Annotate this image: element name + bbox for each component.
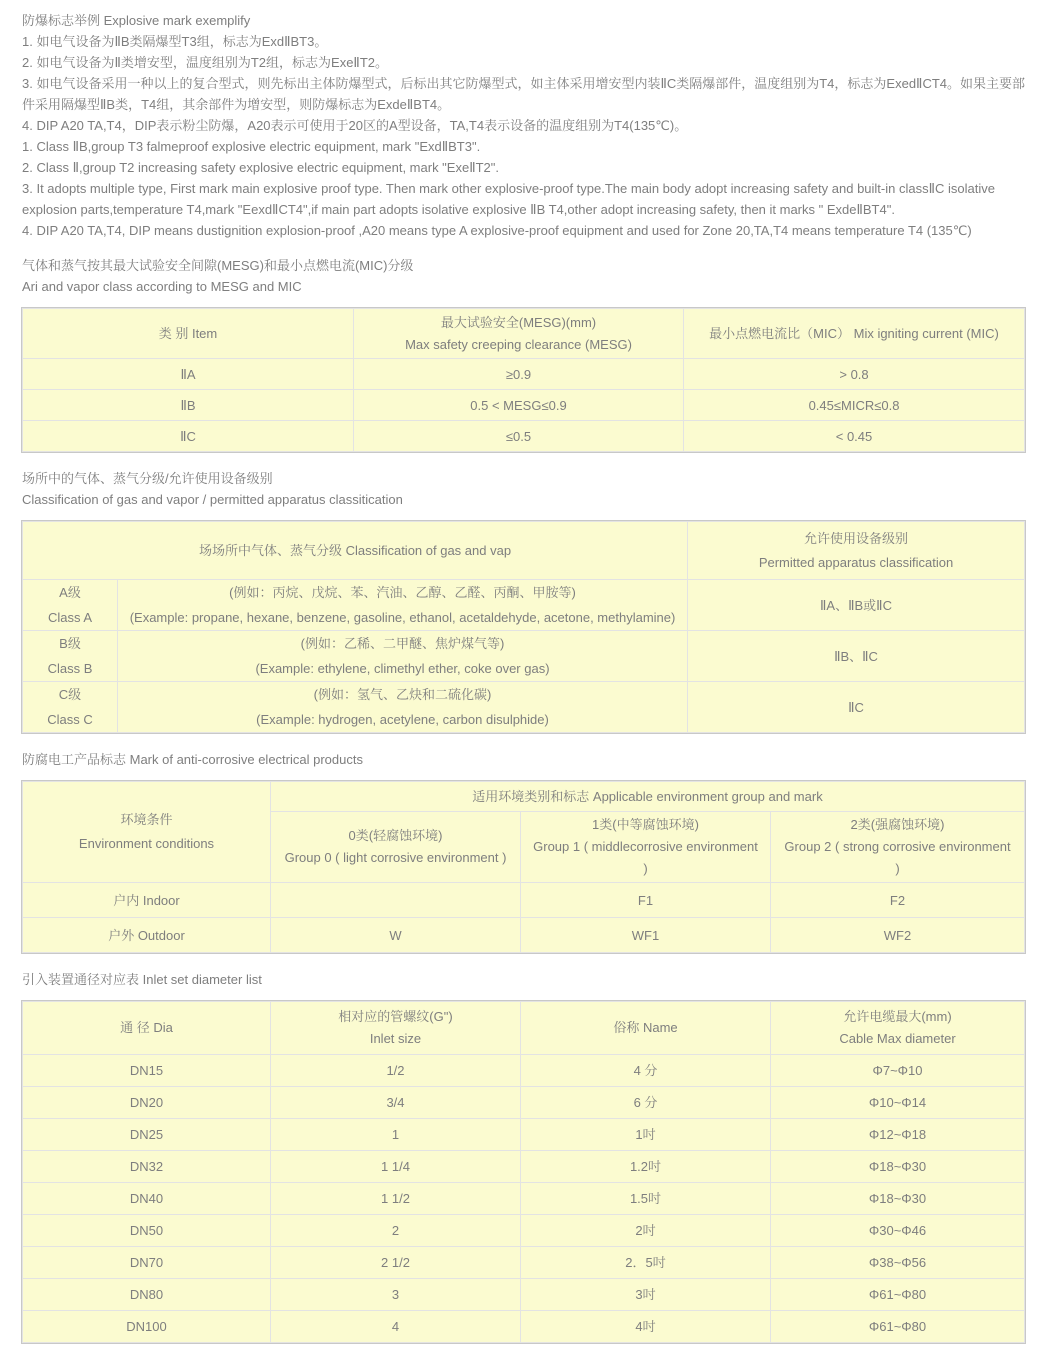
table-row-dn20 — [23, 1087, 1025, 1119]
cell-name: 6 分 — [521, 1087, 771, 1119]
cell-cable-max: Φ10~Φ14 — [771, 1087, 1025, 1119]
intro-line-cn-2: 2. 如电气设备为Ⅱ类增安型，温度组别为T2组，标志为ExeⅡT2。 — [22, 55, 388, 70]
env-conditions-header — [23, 782, 271, 883]
mesg-col-mesg-header-cn: 最大试验安全(MESG)(mm) — [440, 314, 597, 330]
cell-mark: WF2 — [771, 918, 1025, 953]
anticorrosive-table — [22, 781, 1025, 953]
table-row — [23, 421, 1025, 452]
cable-max-header-en: Cable Max diameter — [839, 1031, 956, 1046]
cell-examples — [118, 631, 688, 682]
applicable-env-header: 适用环境类别和标志 Applicable environment group and mark — [271, 782, 1025, 812]
name-header: 俗称 Name — [521, 1002, 771, 1055]
mesg-col-mic-header: 最小点燃电流比（MIC） Mix igniting current (MIC) — [684, 309, 1025, 359]
group0-header-en: Group 0 ( light corrosive environment ) — [284, 850, 507, 865]
cell-inlet-size: 4 — [271, 1311, 521, 1343]
class-label-cn: A级 — [59, 585, 81, 600]
cell-inlet-size: 1 1/2 — [271, 1183, 521, 1215]
examples-en: (Example: hydrogen, acetylene, carbon disulphide) — [256, 712, 549, 727]
cell-mic: < 0.45 — [684, 421, 1025, 452]
gas-merged-header: 场场所中气体、蒸气分级 Classification of gas and vap — [23, 522, 688, 580]
gas-permitted-header — [688, 522, 1025, 580]
cell-dia: DN50 — [23, 1215, 271, 1247]
table-row-dn80 — [23, 1279, 1025, 1311]
mesg-col-mesg-header-en: Max safety creeping clearance (MESG) — [405, 336, 632, 352]
table-row-dn40 — [23, 1183, 1025, 1215]
gas-section-title-cn: 场所中的气体、蒸气分级/允许使用设备级别 — [22, 471, 273, 486]
intro-line-cn-3: 3. 如电气设备采用一种以上的复合型式，则先标出主体防爆型式，后标出其它防爆型式，如主体采用增安型内装ⅡC类隔爆部件，温度组别为T4，标志为ExedⅡCT4。如果主要部件采用隔爆型ⅡB类，T4组，其余部件为增安型，则防爆标志为ExdeⅡBT4。 — [22, 76, 1026, 112]
cell-mark: W — [271, 918, 521, 953]
cell-dia: DN20 — [23, 1087, 271, 1119]
table-row-outdoor — [23, 918, 1025, 953]
explosive-mark-intro — [22, 10, 1025, 241]
cell-mic: 0.45≤MICR≤0.8 — [684, 390, 1025, 421]
cell-mark: WF1 — [521, 918, 771, 953]
table-row-dn32 — [23, 1151, 1025, 1183]
mesg-section-title-cn: 气体和蒸气按其最大试验安全间隙(MESG)和最小点燃电流(MIC)分级 — [22, 258, 414, 273]
group1-header — [521, 812, 771, 883]
inlet-diameter-table — [22, 1001, 1025, 1343]
intro-line-en-3: 3. It adopts multiple type, First mark main explosive proof type. Then mark other explosive-proof type.The main body adopt increasing safety and built-in classⅡC isolative explosion parts,temperature T4,mark "EexdⅡCT4",if main part adopts isolative explosive ⅡB T4,other adopt increasing safety, then it marks " ExdeⅡBT4". — [22, 181, 995, 217]
mesg-col-item-header: 类 别 Item — [23, 309, 354, 359]
table-row-dn100 — [23, 1311, 1025, 1343]
class-label-en: Class A — [47, 610, 93, 625]
cell-dia: DN40 — [23, 1183, 271, 1215]
examples-en: (Example: propane, hexane, benzene, gasoline, ethanol, acetaldehyde, acetone, methylamine) — [129, 610, 676, 625]
cell-cable-max: Φ61~Φ80 — [771, 1279, 1025, 1311]
cell-name: 1吋 — [521, 1119, 771, 1151]
cell-examples — [118, 580, 688, 631]
class-label-en: Class B — [47, 661, 93, 676]
dia-header: 通 径 Dia — [23, 1002, 271, 1055]
cell-cable-max: Φ30~Φ46 — [771, 1215, 1025, 1247]
cell-inlet-size: 2 — [271, 1215, 521, 1247]
table-row — [23, 359, 1025, 390]
cell-cable-max: Φ18~Φ30 — [771, 1183, 1025, 1215]
class-label-cn: C级 — [58, 687, 82, 702]
intro-heading: 防爆标志举例 Explosive mark exemplify — [22, 13, 251, 28]
cell-name: 4 分 — [521, 1055, 771, 1087]
table-row-class-a — [23, 580, 1025, 631]
cell-name: 1.5吋 — [521, 1183, 771, 1215]
inlet-size-header — [271, 1002, 521, 1055]
cell-class-label — [23, 682, 118, 733]
gas-permitted-header-cn: 允许使用设备级别 — [804, 530, 909, 546]
cell-permitted: ⅡC — [688, 682, 1025, 733]
cable-max-header-cn: 允许电缆最大(mm) — [843, 1009, 952, 1024]
table-row-indoor — [23, 883, 1025, 918]
cell-location: 户内 Indoor — [23, 883, 271, 918]
cell-cable-max: Φ18~Φ30 — [771, 1151, 1025, 1183]
table-row-class-c — [23, 682, 1025, 733]
cell-class-label — [23, 580, 118, 631]
table-row-dn15 — [23, 1055, 1025, 1087]
cell-cable-max: Φ38~Φ56 — [771, 1247, 1025, 1279]
env-conditions-header-cn: 环境条件 — [120, 812, 173, 827]
cell-name: 3吋 — [521, 1279, 771, 1311]
cell-cable-max: Φ61~Φ80 — [771, 1311, 1025, 1343]
cell-inlet-size: 3 — [271, 1279, 521, 1311]
cell-inlet-size: 2 1/2 — [271, 1247, 521, 1279]
group1-header-cn: 1类(中等腐蚀环境) — [592, 817, 699, 832]
intro-line-cn-4: 4. DIP A20 TA,T4，DIP表示粉尘防爆，A20表示可使用于20区的A型设备，TA,T4表示设备的温度组别为T4(135℃)。 — [22, 118, 688, 133]
cell-dia: DN70 — [23, 1247, 271, 1279]
table-row — [23, 390, 1025, 421]
mesg-table — [22, 308, 1025, 452]
gas-classification-table — [22, 521, 1025, 733]
table-row-dn50 — [23, 1215, 1025, 1247]
mesg-section-title-en: Ari and vapor class according to MESG and MIC — [22, 279, 302, 294]
table-row-dn25 — [23, 1119, 1025, 1151]
examples-en: (Example: ethylene, climethyl ether, coke over gas) — [255, 661, 550, 676]
cell-mesg: ≤0.5 — [354, 421, 684, 452]
cell-mark: F1 — [521, 883, 771, 918]
cell-class: ⅡC — [23, 421, 354, 452]
table-row-class-b — [23, 631, 1025, 682]
cell-mesg: 0.5 < MESG≤0.9 — [354, 390, 684, 421]
group2-header-cn: 2类(强腐蚀环境) — [850, 817, 945, 832]
intro-line-cn-1: 1. 如电气设备为ⅡB类隔爆型T3组，标志为ExdⅡBT3。 — [22, 34, 328, 49]
table-row-dn70 — [23, 1247, 1025, 1279]
class-label-en: Class C — [47, 712, 93, 727]
cell-inlet-size: 3/4 — [271, 1087, 521, 1119]
inlet-size-header-cn: 相对应的管螺纹(G") — [338, 1009, 453, 1024]
cell-mic: > 0.8 — [684, 359, 1025, 390]
examples-cn: (例如：丙烷、戊烷、苯、汽油、乙醇、乙醛、丙酮、甲胺等) — [229, 585, 576, 600]
cell-name: 2吋 — [521, 1215, 771, 1247]
intro-line-en-4: 4. DIP A20 TA,T4, DIP means dustignition explosion-proof ,A20 means type A explosive-proof equipment and used for Zone 20,TA,T4 means temperature T4 (135℃) — [22, 223, 972, 238]
group2-header-en: Group 2 ( strong corrosive environment ) — [784, 839, 1011, 876]
cell-dia: DN32 — [23, 1151, 271, 1183]
cell-location: 户外 Outdoor — [23, 918, 271, 953]
mesg-table-header-row — [23, 309, 1025, 359]
cell-inlet-size: 1/2 — [271, 1055, 521, 1087]
gas-permitted-header-en: Permitted apparatus classification — [758, 554, 954, 570]
cell-class-label — [23, 631, 118, 682]
gas-section-title-en: Classification of gas and vapor / permitted apparatus classitication — [22, 492, 403, 507]
cell-mark: F2 — [771, 883, 1025, 918]
group0-header-cn: 0类(轻腐蚀环境) — [348, 828, 443, 843]
cell-inlet-size: 1 1/4 — [271, 1151, 521, 1183]
cell-dia: DN100 — [23, 1311, 271, 1343]
anticorrosive-section-title: 防腐电工产品标志 Mark of anti-corrosive electrical products — [22, 752, 363, 767]
cell-permitted: ⅡB、ⅡC — [688, 631, 1025, 682]
cell-name: 4吋 — [521, 1311, 771, 1343]
cell-inlet-size: 1 — [271, 1119, 521, 1151]
cell-class: ⅡA — [23, 359, 354, 390]
group1-header-en: Group 1 ( middlecorrosive environment ) — [533, 839, 758, 876]
cell-class: ⅡB — [23, 390, 354, 421]
cell-dia: DN80 — [23, 1279, 271, 1311]
cell-mark — [271, 883, 521, 918]
intro-line-en-1: 1. Class ⅡB,group T3 falmeproof explosive electric equipment, mark "ExdⅡBT3". — [22, 139, 481, 154]
group2-header — [771, 812, 1025, 883]
group0-header — [271, 812, 521, 883]
inlet-header-row — [23, 1002, 1025, 1055]
cell-name: 2．5吋 — [521, 1247, 771, 1279]
cell-cable-max: Φ7~Φ10 — [771, 1055, 1025, 1087]
gas-table-header-row — [23, 522, 1025, 580]
cell-dia: DN15 — [23, 1055, 271, 1087]
cell-examples — [118, 682, 688, 733]
class-label-cn: B级 — [59, 636, 81, 651]
inlet-size-header-en: Inlet size — [369, 1031, 422, 1046]
cell-name: 1.2吋 — [521, 1151, 771, 1183]
env-conditions-header-en: Environment conditions — [78, 836, 215, 851]
cell-mesg: ≥0.9 — [354, 359, 684, 390]
cell-permitted: ⅡA、ⅡB或ⅡC — [688, 580, 1025, 631]
cell-cable-max: Φ12~Φ18 — [771, 1119, 1025, 1151]
intro-line-en-2: 2. Class Ⅱ,group T2 increasing safety explosive electric equipment, mark "ExeⅡT2". — [22, 160, 499, 175]
inlet-section-title: 引入装置通径对应表 Inlet set diameter list — [22, 972, 262, 987]
mesg-col-mesg-header — [354, 309, 684, 359]
examples-cn: (例如：乙稀、二甲醚、焦炉煤气等) — [300, 636, 505, 651]
examples-cn: (例如：氢气、乙炔和二硫化碳) — [313, 687, 492, 702]
cable-max-header — [771, 1002, 1025, 1055]
cell-dia: DN25 — [23, 1119, 271, 1151]
anticorrosive-header-row-1 — [23, 782, 1025, 812]
